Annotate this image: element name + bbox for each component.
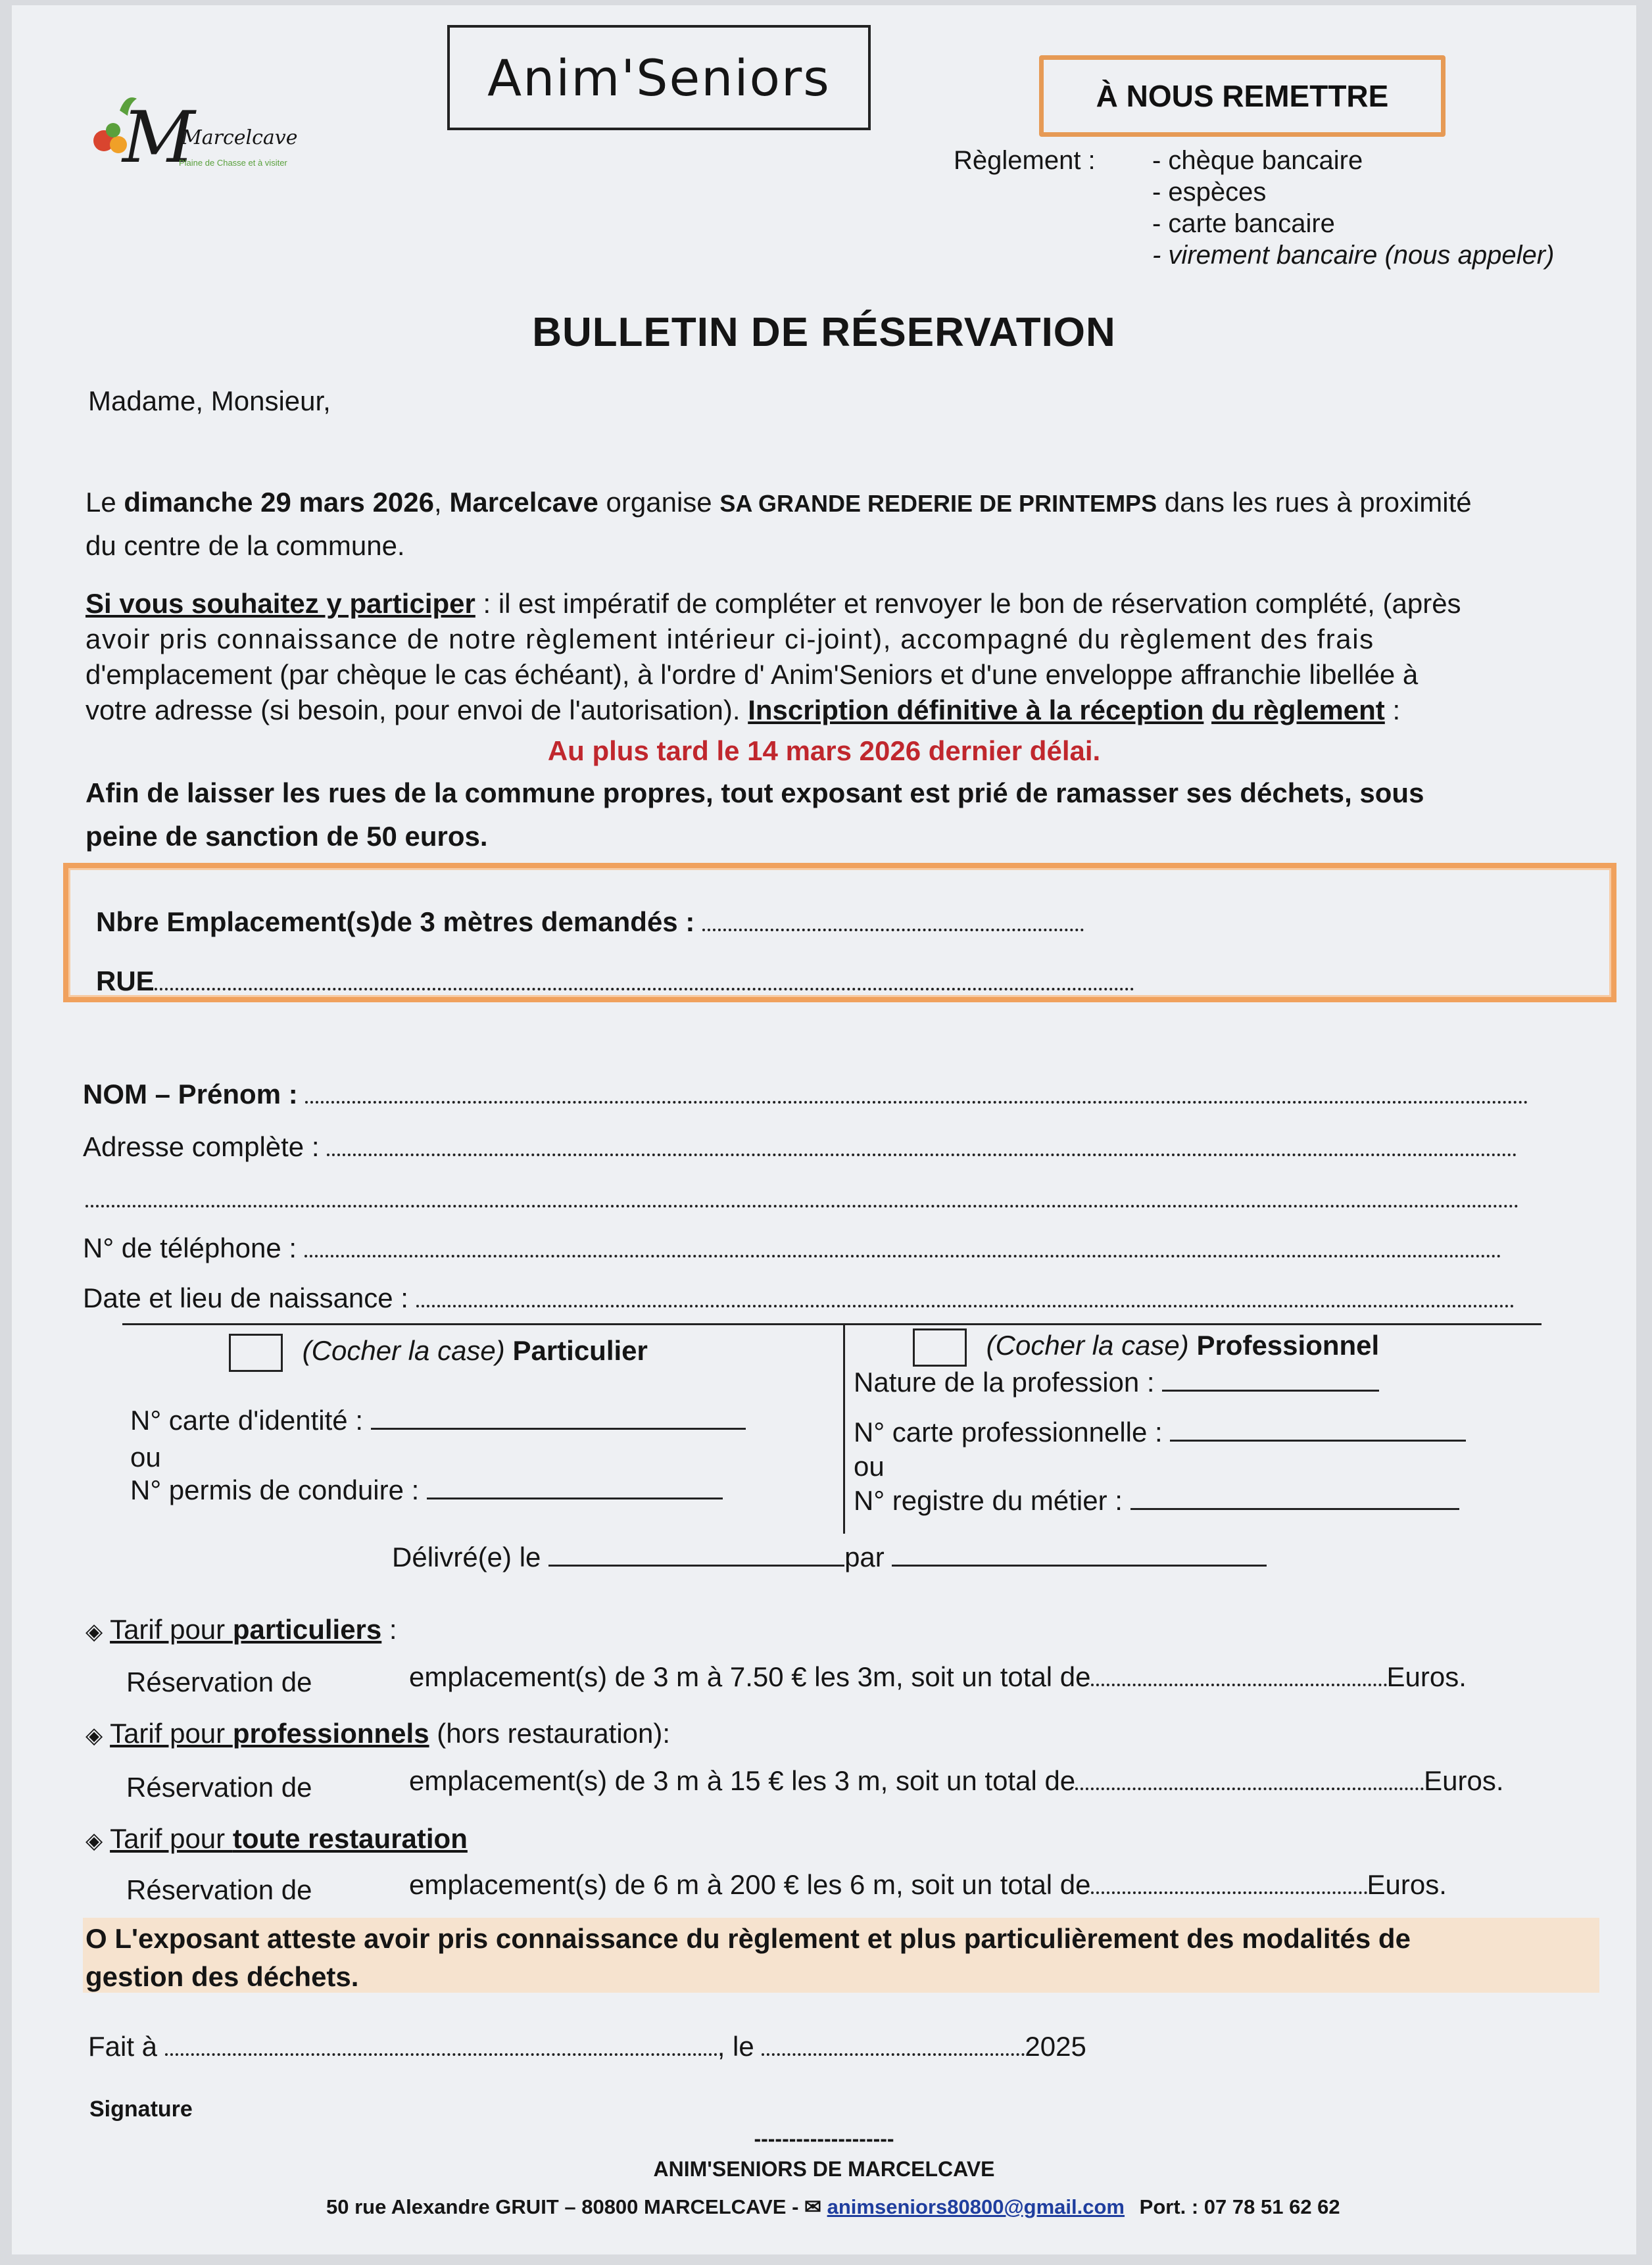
naissance-label: Date et lieu de naissance :	[83, 1282, 408, 1313]
year-label: 2025	[1025, 2031, 1086, 2062]
nature-profession-line[interactable]	[1162, 1390, 1379, 1392]
tarif-title	[110, 1823, 468, 1854]
registre-metier-label: N° registre du métier :	[854, 1485, 1123, 1516]
naissance-line[interactable]	[416, 1304, 1515, 1307]
participation-lead: Si vous souhaitez y participer	[85, 588, 475, 619]
tarif-title-bold: professionnels	[232, 1718, 429, 1749]
adresse-field-2[interactable]	[85, 1182, 1519, 1214]
footer-email-link[interactable]: animseniors80800@gmail.com	[827, 2195, 1125, 2218]
participation-line	[85, 588, 1461, 620]
nbre-emplacement-line[interactable]	[702, 928, 1084, 931]
mail-icon: ✉	[804, 2195, 821, 2218]
tarif-title-post: (hors restauration):	[429, 1718, 671, 1749]
footer-contact	[326, 2195, 1340, 2219]
tarif-title-bold: toute restauration	[232, 1823, 468, 1854]
carte-pro-label: N° carte professionnelle :	[854, 1417, 1163, 1448]
professionnel-checkbox[interactable]	[913, 1328, 967, 1367]
adresse-line-2[interactable]	[85, 1204, 1519, 1207]
diamond-bullet-icon: ◈	[85, 1828, 103, 1853]
delivre-label: Délivré(e) le	[392, 1542, 541, 1572]
intro-text: Le	[85, 487, 124, 518]
nbre-emplacement-field[interactable]	[96, 906, 1084, 938]
remettre-box: À NOUS REMETTRE	[1039, 55, 1446, 137]
total-line[interactable]	[1091, 1891, 1367, 1894]
participation-line: avoir pris connaissance de notre règlement intérieur ci-joint), accompagné du règlement des frais	[85, 623, 1374, 654]
tarif-particuliers-title	[85, 1614, 397, 1645]
tarif-detail: emplacement(s) de 3 m à 7.50 € les 3m, soit un total de	[409, 1661, 1091, 1692]
participation-line	[85, 694, 1400, 726]
nature-profession-label: Nature de la profession :	[854, 1367, 1155, 1398]
participation-line: d'emplacement (par chèque le cas échéant), à l'ordre d' Anim'Seniors et d'une enveloppe affranchie libellée à	[85, 659, 1419, 690]
fait-lieu-line[interactable]	[165, 2053, 717, 2056]
carte-identite-label: N° carte d'identité :	[130, 1405, 363, 1436]
adresse-field[interactable]	[83, 1131, 1517, 1163]
naissance-field[interactable]	[83, 1282, 1515, 1314]
page-title: BULLETIN DE RÉSERVATION	[532, 310, 1116, 355]
tarif-detail: emplacement(s) de 3 m à 15 € les 3 m, soit un total de	[409, 1765, 1076, 1796]
logo-text: Marcelcave	[182, 126, 298, 149]
particulier-checkbox[interactable]	[229, 1334, 283, 1372]
le-label: , le	[717, 2031, 754, 2062]
reservation-label: Réservation de	[126, 1667, 312, 1697]
footer-dashes: --------------------	[754, 2127, 894, 2151]
euros-label: Euros.	[1367, 1869, 1447, 1900]
particulier-option[interactable]	[229, 1334, 648, 1372]
diamond-bullet-icon: ◈	[85, 1619, 103, 1644]
cocher-hint: (Cocher la case)	[302, 1335, 505, 1367]
particulier-label: Particulier	[512, 1335, 648, 1367]
rue-label: RUE	[96, 965, 155, 996]
inscription-note: Inscription définitive à la réception	[748, 694, 1204, 725]
telephone-label: N° de téléphone :	[83, 1232, 297, 1263]
form-sheet	[12, 5, 1636, 2254]
diamond-bullet-icon: ◈	[85, 1723, 103, 1748]
inscription-note: du règlement	[1211, 694, 1385, 725]
professionnel-option[interactable]	[913, 1328, 1379, 1367]
event-date: dimanche 29 mars 2026	[124, 487, 435, 518]
intro-text: ,	[434, 487, 450, 518]
fait-label: Fait à	[88, 2031, 158, 2062]
registre-metier-line[interactable]	[1130, 1508, 1459, 1510]
attestation-text[interactable]: O L'exposant atteste avoir pris connaissance du règlement et plus particulièrement des modalités de	[85, 1923, 1411, 1954]
participation-text: : il est impératif de compléter et renvoyer le bon de réservation complété, (après	[475, 588, 1461, 619]
reglement-option: - espèces	[1152, 178, 1267, 207]
delivre-date-line[interactable]	[548, 1565, 844, 1567]
tarif-title-text: Tarif pour	[110, 1823, 233, 1854]
ou-label: ou	[854, 1451, 885, 1482]
tarif-title-bold: particuliers	[232, 1614, 382, 1645]
reglement-option: - carte bancaire	[1152, 209, 1335, 238]
euros-label: Euros.	[1424, 1765, 1504, 1796]
event-town: Marcelcave	[449, 487, 598, 518]
column-divider	[843, 1323, 845, 1534]
adresse-line[interactable]	[327, 1153, 1517, 1156]
fait-date-line[interactable]	[762, 2053, 1025, 2056]
nom-label: NOM – Prénom :	[83, 1079, 298, 1109]
tarif-title	[110, 1614, 381, 1645]
svg-text:M: M	[122, 97, 195, 179]
permis-line[interactable]	[427, 1498, 723, 1499]
reservation-label: Réservation de	[126, 1772, 312, 1803]
carte-identite-line[interactable]	[371, 1428, 746, 1430]
tarif-restauration-title	[85, 1823, 468, 1855]
attestation-text: gestion des déchets.	[85, 1961, 359, 1992]
footer-org: ANIM'SENIORS DE MARCELCAVE	[653, 2157, 995, 2181]
greeting: Madame, Monsieur,	[88, 385, 331, 416]
tarif-professionnels-line[interactable]	[409, 1765, 1504, 1797]
telephone-line[interactable]	[304, 1254, 1501, 1257]
tarif-title-post: :	[381, 1614, 397, 1645]
euros-label: Euros.	[1386, 1661, 1467, 1692]
tarif-title-text: Tarif pour	[110, 1614, 233, 1645]
participation-text: votre adresse (si besoin, pour envoi de l'autorisation).	[85, 694, 748, 725]
delivre-field[interactable]	[392, 1542, 1267, 1573]
fait-field[interactable]	[88, 2031, 1086, 2062]
registre-metier-field[interactable]	[854, 1485, 1459, 1517]
signature-label: Signature	[89, 2097, 193, 2122]
carte-pro-line[interactable]	[1170, 1440, 1466, 1442]
footer-phone: Port. : 07 78 51 62 62	[1139, 2195, 1340, 2218]
event-name: SA GRANDE REDERIE DE PRINTEMPS	[719, 490, 1157, 517]
rue-field[interactable]	[96, 965, 1134, 997]
total-line[interactable]	[1075, 1787, 1424, 1790]
telephone-field[interactable]	[83, 1232, 1501, 1264]
reglement-label: Règlement :	[954, 146, 1096, 175]
permis-label: N° permis de conduire :	[130, 1474, 420, 1505]
logo-subtext: Plaine de Chasse et à visiter	[179, 158, 287, 168]
tarif-particuliers-line[interactable]	[409, 1661, 1467, 1693]
professionnel-label: Professionnel	[1196, 1330, 1380, 1361]
carte-identite-field[interactable]	[130, 1405, 746, 1436]
rue-line[interactable]	[155, 987, 1134, 990]
dechets-notice: peine de sanction de 50 euros.	[85, 821, 488, 852]
total-line[interactable]	[1091, 1683, 1387, 1686]
tarif-title-text: Tarif pour	[110, 1718, 233, 1749]
delivre-par-line[interactable]	[892, 1565, 1267, 1567]
nom-field[interactable]	[83, 1079, 1528, 1110]
marcelcave-logo	[80, 84, 317, 183]
reservation-label: Réservation de	[126, 1874, 312, 1905]
dechets-notice: Afin de laisser les rues de la commune propres, tout exposant est prié de ramasser ses déchets, sous	[85, 777, 1424, 808]
tarif-title	[110, 1718, 429, 1749]
intro-text: organise	[598, 487, 720, 518]
footer-address: 50 rue Alexandre GRUIT – 80800 MARCELCAVE -	[326, 2195, 799, 2218]
section-top-line	[122, 1323, 1542, 1325]
intro-line	[85, 487, 1472, 518]
nature-profession-field[interactable]	[854, 1367, 1379, 1398]
nom-line[interactable]	[305, 1100, 1528, 1104]
deadline: Au plus tard le 14 mars 2026 dernier délai.	[547, 735, 1101, 766]
permis-field[interactable]	[130, 1474, 723, 1506]
par-label: par	[844, 1542, 885, 1572]
cocher-hint: (Cocher la case)	[986, 1330, 1189, 1361]
reglement-option: - virement bancaire (nous appeler)	[1152, 241, 1555, 270]
adresse-label: Adresse complète :	[83, 1131, 320, 1162]
ou-label: ou	[130, 1442, 161, 1473]
nbre-emplacement-label: Nbre Emplacement(s)de 3 mètres demandés :	[96, 906, 695, 937]
org-title-box: Anim'Seniors	[447, 25, 871, 130]
tarif-professionnels-title	[85, 1718, 670, 1749]
intro-text: dans les rues à proximité	[1157, 487, 1472, 518]
participation-text: :	[1384, 694, 1401, 725]
intro-line: du centre de la commune.	[85, 530, 405, 561]
tarif-detail: emplacement(s) de 6 m à 200 € les 6 m, soit un total de	[409, 1869, 1091, 1900]
carte-pro-field[interactable]	[854, 1417, 1466, 1448]
reglement-option: - chèque bancaire	[1152, 146, 1363, 175]
tarif-restauration-line[interactable]	[409, 1869, 1447, 1901]
